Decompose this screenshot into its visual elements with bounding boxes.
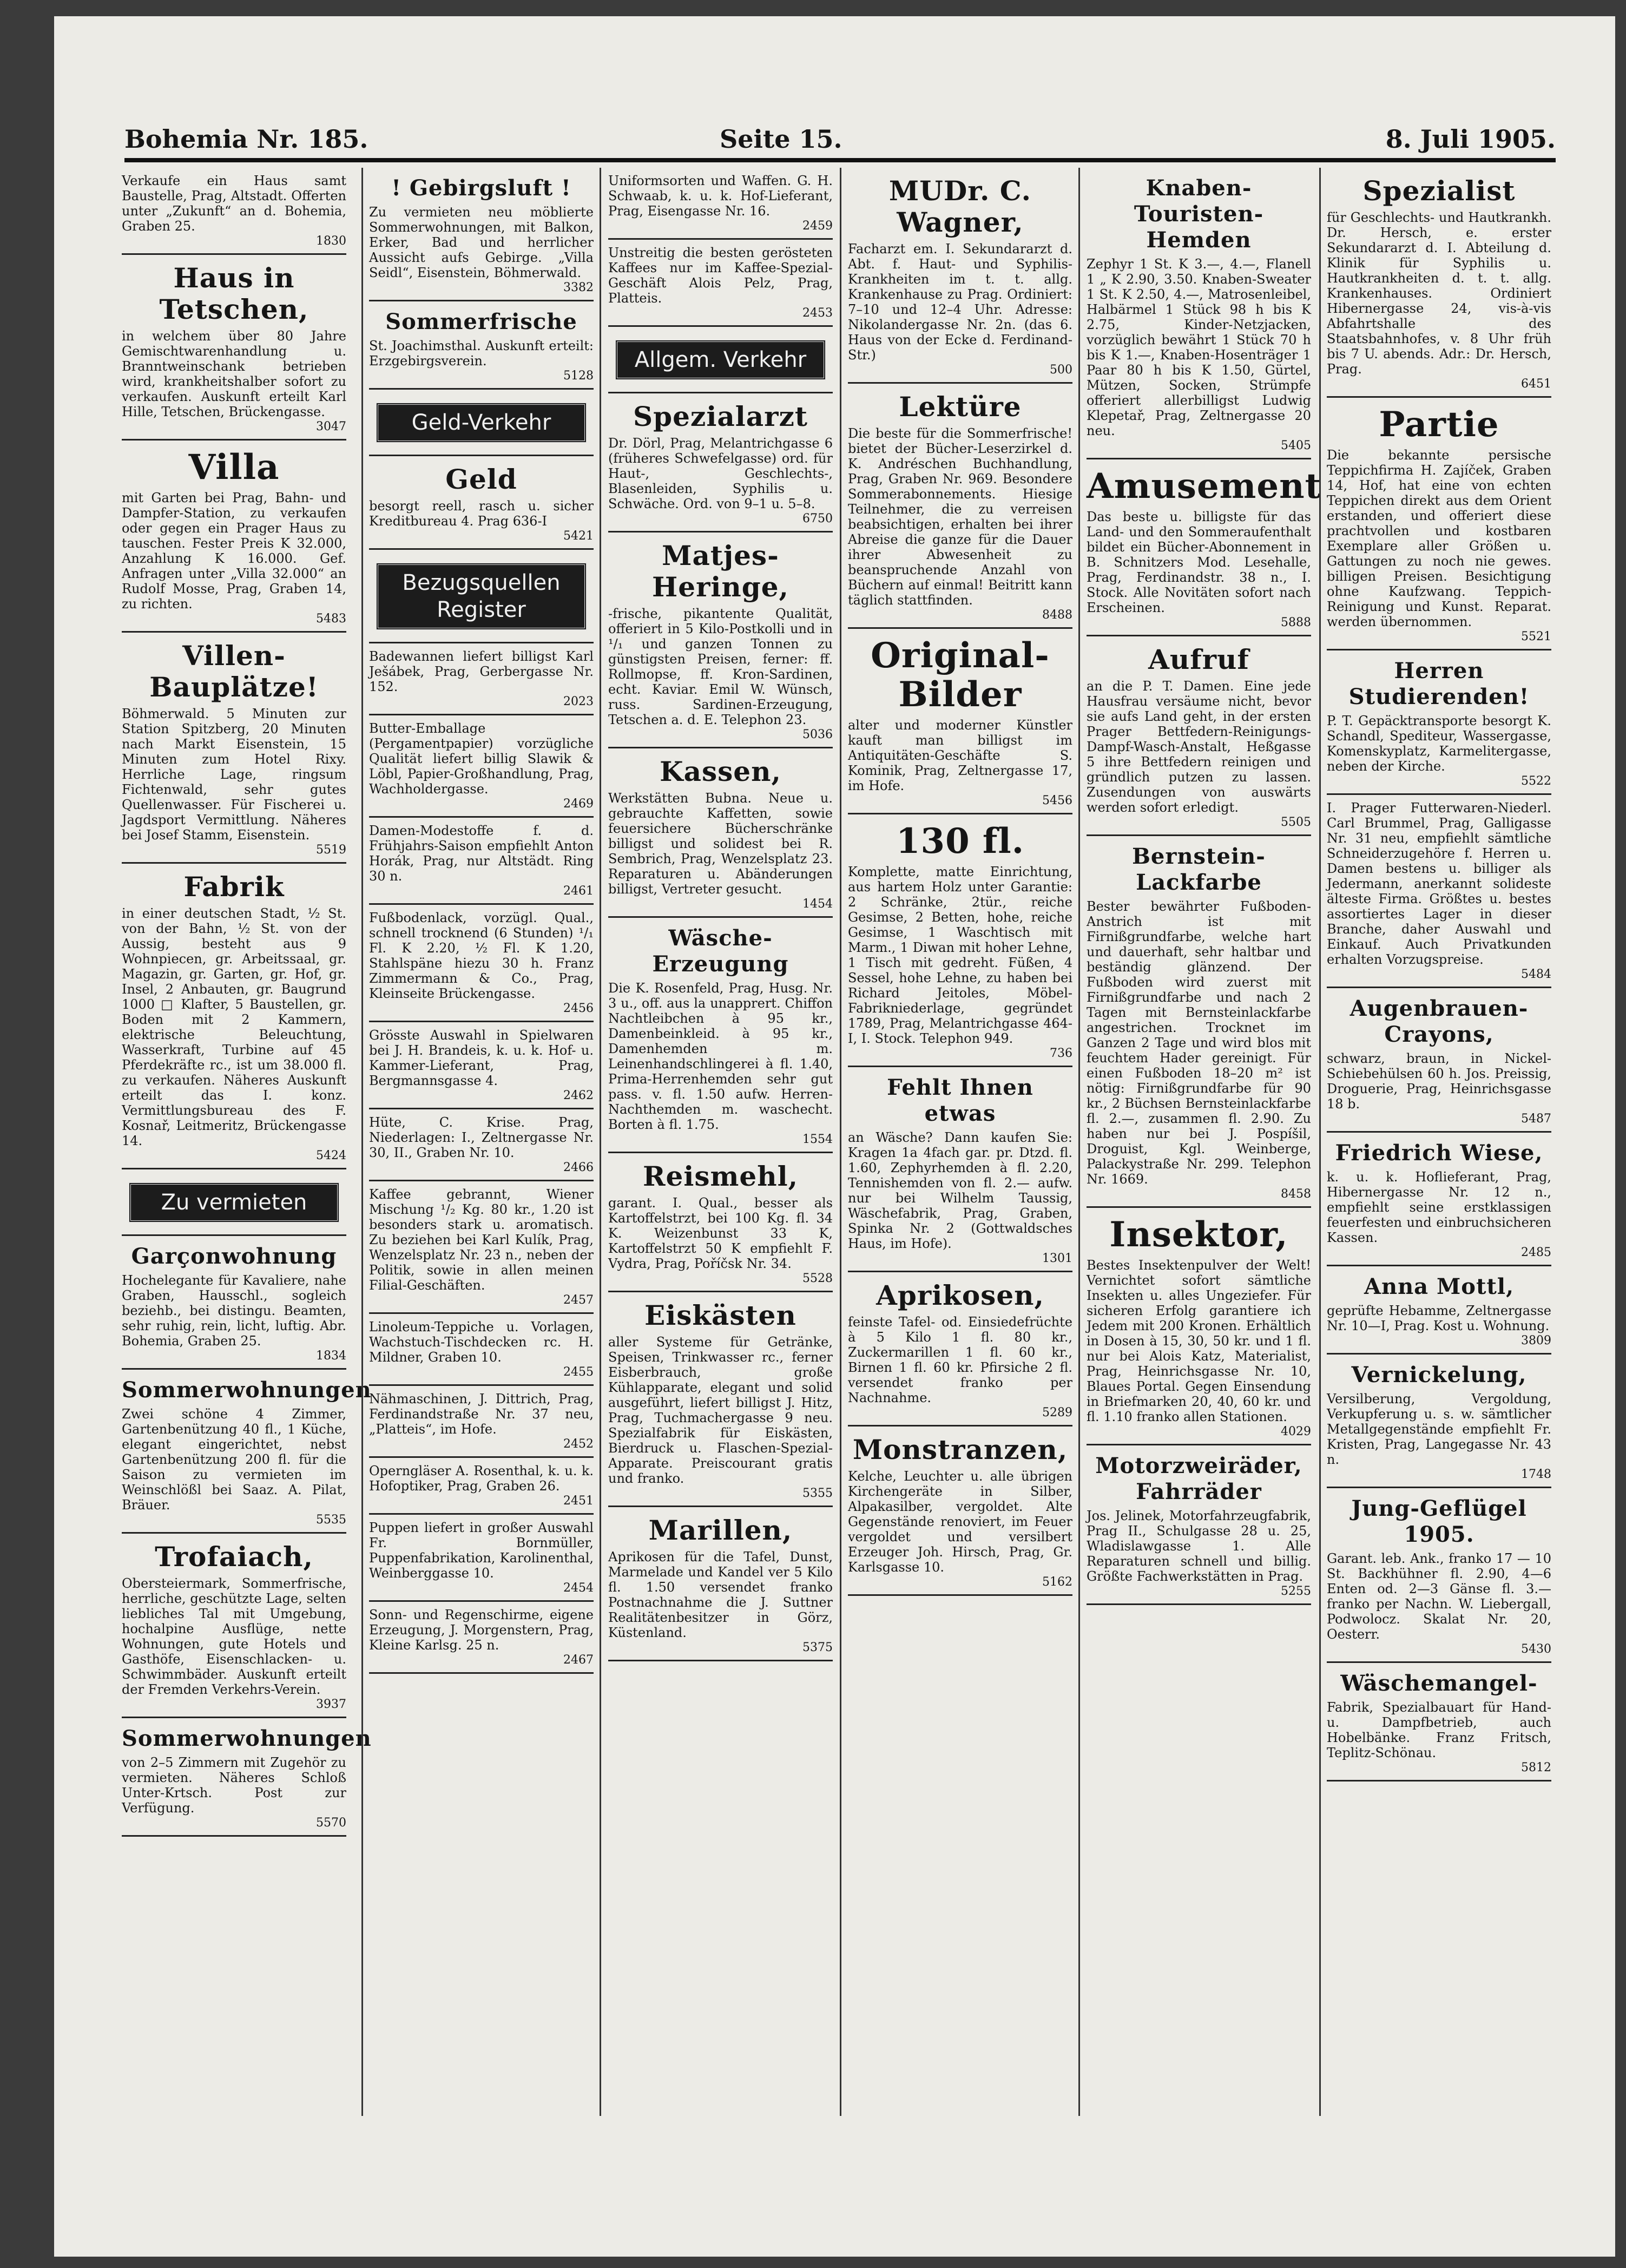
ad-number: 5570	[316, 1816, 346, 1830]
ad-headline: Monstranzen,	[852, 1434, 1068, 1465]
advertisement	[369, 643, 594, 715]
ad-headline: Anna Mottl,	[1364, 1274, 1515, 1299]
advertisement	[369, 1458, 594, 1515]
ad-number: 6750	[802, 512, 833, 525]
ad-body: Bestes Insektenpulver der Welt! Vernichtet sofort sämtliche Insekten u. alles Ungeziefer. Für sicheren Erfolg garantiere ich Jedem mit 200 Kronen. Erhältlich in Dosen à 15, 30, 50 kr. und 1 fl. nur bei Alois Katz, Materialist, Prag, Heinrichsgasse Nr. 10, Blaues Portal. Gegen Einsendung in Briefmarken 20, 40, 60 kr. und fl. 1.10 franko allen Stationen.	[1087, 1258, 1311, 1424]
ad-headline: Eiskästen	[644, 1299, 796, 1331]
ad-number: 5355	[802, 1487, 833, 1500]
ad-body: besorgt reell, rasch u. sicher Kreditbureau 4. Prag 636-I	[369, 498, 594, 529]
ad-column-5	[1087, 168, 1322, 2116]
ad-body: Zu vermieten neu möblierte Sommerwohnungen, mit Balkon, Erker, Bad und herrlicher Aussicht aufs Gebirge. „Villa Seidl“, Eisenstein, Böhmerwald.	[369, 205, 594, 280]
advertisement	[1327, 398, 1551, 650]
ad-number: 1748	[1521, 1468, 1551, 1481]
advertisement	[122, 864, 346, 1169]
ad-number: 5505	[1281, 816, 1311, 829]
ad-headline: Spezialarzt	[633, 400, 808, 432]
ad-headline: Sommerwohnungen	[122, 1377, 372, 1403]
ad-number: 5519	[316, 843, 346, 857]
ad-headline: Wäschemangel-	[1340, 1671, 1538, 1696]
advertisement	[1087, 836, 1311, 1208]
ad-body: Jos. Jelinek, Motorfahrzeugfabrik, Prag II., Schulgasse 28 u. 25, Wladislawgasse 1. Alle Reparaturen schnell und billig. Größte Fachwerkstätten in Prag.	[1087, 1508, 1311, 1584]
ad-body: -frische, pikantente Qualität, offeriert in 5 Kilo-Postkolli und in ¹/₁ und ganzen Tonnen zu günstigsten Preisen, ferner: ff. Rollmopse, ff. Kron-Sardinen, echt. Kaviar. Emil W. Wünsch, russ. Sardinen-Erzeugung, Tetschen a. d. E. Telephon 23.	[608, 606, 833, 727]
ad-number: 5483	[316, 612, 346, 626]
ad-body: für Geschlechts- und Hautkrankh. Dr. Hersch, e. erster Sekundararzt d. I. Abteilung d. Klinik für Syphilis u. Hautkrankheiten d. t. t. allg. Krankenhauses. Ordiniert Hibernergasse 24, vis-à-vis Abfahrtshalle des Staatsbahnhofes, v. 8 Uhr früh bis 7 U. abends. Adr.: Dr. Hersch, Prag.	[1327, 210, 1551, 377]
ad-number: 2455	[563, 1365, 594, 1379]
ad-number: 1830	[316, 234, 346, 248]
ad-number: 5255	[1281, 1585, 1311, 1598]
advertisement	[122, 255, 346, 441]
ad-body: Garant. leb. Ank., franko 17 — 10 St. Backhühner fl. 2.90, 4—6 Enten od. 2—3 Gänse fl. 3.— franko per Nachn. W. Liebergall, Podwolocz. Skalat Nr. 20, Oesterr.	[1327, 1551, 1551, 1642]
ad-body: Puppen liefert in großer Auswahl Fr. Bornmüller, Puppenfabrikation, Karolinenthal, Weinberggasse 10.	[369, 1520, 594, 1581]
ad-headline: Sommerwohnungen	[122, 1726, 372, 1751]
ad-body: Nähmaschinen, J. Dittrich, Prag, Ferdinandstraße Nr. 37 neu, „Platteis“, im Hofe.	[369, 1391, 594, 1437]
ad-headline: Friedrich Wiese,	[1335, 1140, 1543, 1166]
ad-body: an die P. T. Damen. Eine jede Hausfrau versäume nicht, bevor sie aufs Land geht, in der ersten Prager Bettfedern-Reinigungs-Dampf-Wasch-Anstalt, Heßgasse 5 ihre Bettfedern reinigen und gründlich putzen zu lassen. Zusendungen von auswärts werden sofort erledigt.	[1087, 679, 1311, 815]
advertisement	[369, 168, 594, 301]
advertisement	[369, 1386, 594, 1458]
ad-body: Operngläser A. Rosenthal, k. u. k. Hofoptiker, Prag, Graben 26.	[369, 1463, 594, 1494]
ad-headline: Fehlt Ihnen etwas	[887, 1075, 1033, 1126]
advertisement	[122, 441, 346, 633]
ad-body: Grösste Auswahl in Spielwaren bei J. H. Brandeis, k. u. k. Hof- u. Kammer-Lieferant, Prag, Bergmannsgasse 4.	[369, 1028, 594, 1088]
ad-number: 5128	[563, 369, 594, 383]
ad-body: in welchem über 80 Jahre Gemischtwarenhandlung u. Branntweinschank betrieben wird, krankheitshalber sofort zu verkaufen. Auskunft erteilt Karl Hille, Tetschen, Brückengasse.	[122, 328, 346, 419]
ad-headline: Motorzweiräder, Fahrräder	[1095, 1453, 1302, 1504]
advertisement	[122, 1236, 346, 1370]
column-divider	[600, 168, 601, 2116]
ad-headline: Knaben-Touristen-Hemden	[1134, 175, 1264, 253]
ad-body: schwarz, braun, in Nickel-Schiebehülsen 60 h. Jos. Preissig, Droguerie, Prag, Heinrichsgasse 18 b.	[1327, 1051, 1551, 1112]
ad-body: Böhmerwald. 5 Minuten zur Station Spitzberg, 20 Minuten nach Markt Eisenstein, 15 Minuten zum Hotel Rixy. Herrliche Lage, ringsum Fichtenwald, sehr gutes Quellenwasser. Für Fischerei u. Jagdsport Vermittlung. Näheres bei Josef Stamm, Eisenstein.	[122, 706, 346, 843]
ad-number: 5487	[1521, 1112, 1551, 1126]
ad-body: Die K. Rosenfeld, Prag, Husg. Nr. 3 u., off. aus la unapprert. Chiffon Nachtleibchen à 95 kr., Damenbeinkleid. à 95 kr., Damenhemden m. Leinenhandschlingerei à fl. 1.40, Prima-Herrenhemden sehr gut pass. v. fl. 1.50 aufw. Herren-Nachthemden m. waschecht. Borten à fl. 1.75.	[608, 981, 833, 1132]
advertisement	[848, 168, 1072, 384]
advertisement	[369, 301, 594, 390]
ad-body: Zwei schöne 4 Zimmer, Gartenbenützung 40 fl., 1 Küche, elegant eingerichtet, nebst Gartenbenützung 200 fl. für die Saison zu vermieten im Weinschlößl bei Saaz. A. Pilat, Bräuer.	[122, 1406, 346, 1513]
ad-body: Aprikosen für die Tafel, Dunst, Marmelade und Kandel ver 5 Kilo fl. 1.50 versendet franko Postnachnahme die J. Suttner Realitätenbesitzer in Görz, Küstenland.	[608, 1549, 833, 1640]
issue-date: 8. Juli 1905.	[1385, 124, 1556, 154]
page-number: Seite 15.	[720, 124, 842, 154]
ad-number: 5521	[1521, 630, 1551, 643]
advertisement	[848, 1272, 1072, 1426]
advertisement	[1327, 1663, 1551, 1781]
ad-body: Unstreitig die besten gerösteten Kaffees nur im Kaffee-Spezial-Geschäft Alois Pelz, Prag, Platteis.	[608, 245, 833, 306]
ad-number: 5405	[1281, 439, 1311, 452]
ad-headline: MUDr. C. Wagner,	[888, 175, 1032, 238]
advertisement	[1327, 795, 1551, 988]
ad-body: Versilberung, Vergoldung, Verkupferung u. s. w. sämtlicher Metallgegenstände empfiehlt Fr. Kristen, Prag, Langegasse Nr. 43 n.	[1327, 1391, 1551, 1467]
ad-headline: Garçonwohnung	[131, 1244, 337, 1269]
section-banner	[608, 327, 833, 393]
ad-body: Linoleum-Teppiche u. Vorlagen, Wachstuch-Tischdecken rc. H. Mildner, Graben 10.	[369, 1319, 594, 1365]
advertisement	[608, 533, 833, 748]
ad-number: 2469	[563, 797, 594, 811]
ad-number: 4029	[1281, 1425, 1311, 1438]
ad-number: 3809	[1521, 1334, 1551, 1347]
ad-number: 736	[1050, 1047, 1072, 1060]
ad-body: Kelche, Leuchter u. alle übrigen Kirchengeräte in Silber, Alpakasilber, vergoldet. Alte Gegenstände renoviert, im Feuer vergoldet und versilbert Erzeuger Joh. Hirsch, Prag, Gr. Karlsgasse 10.	[848, 1469, 1072, 1575]
section-title: Zu vermieten	[129, 1182, 340, 1222]
advertisement	[1327, 168, 1551, 398]
ad-body: Komplette, matte Einrichtung, aus hartem Holz unter Garantie: 2 Schränke, 2tür., reiche Gesimse, 2 Betten, hohe, reiche Gesimse, 1 Waschtisch mit Marm., 1 Diwan mit hoher Lehne, 1 Tisch mit gedreht. Füßen, 4 Sessel, hohe Lehne, zu haben bei Richard Jeitoles, Möbel-Fabrikniederlage, gegründet 1789, Prag, Melantrichgasse 464-I, I. Stock. Telephon 949.	[848, 864, 1072, 1046]
ad-body: von 2–5 Zimmern mit Zugehör zu vermieten. Näheres Schloß Unter-Krtsch. Post zur Verfügung.	[122, 1755, 346, 1816]
ad-number: 5375	[802, 1641, 833, 1654]
ad-body: Obersteiermark, Sommerfrische, herrliche, geschützte Lage, selten liebliches Tal mit Umgebung, hochalpine Ausflüge, nette Wohnungen, gute Hotels und Gasthöfe, Eisenschlacken- u. Schwimmbäder. Auskunft erteilt der Fremden Verkehrs-Verein.	[122, 1576, 346, 1697]
advertisement	[608, 1292, 833, 1507]
ad-body: alter und moderner Künstler kauft man billigst im Antiquitäten-Geschäfte S. Kominik, Prag, Zeltnergasse 17, im Hofe.	[848, 718, 1072, 793]
ad-number: 2452	[563, 1437, 594, 1451]
advertisement	[369, 1515, 594, 1602]
ad-headline: Geld	[445, 463, 517, 495]
ad-headline: Lektüre	[899, 391, 1022, 423]
advertisement	[848, 814, 1072, 1067]
section-title: Geld-Verkehr	[376, 403, 587, 443]
column-divider	[840, 168, 841, 2116]
ad-number: 3937	[316, 1698, 346, 1711]
advertisement	[1327, 1133, 1551, 1266]
ad-number: 5421	[563, 529, 594, 543]
ad-number: 2461	[563, 884, 594, 898]
advertisement	[122, 1718, 372, 1837]
ad-body: Badewannen liefert billigst Karl Ješábek, Prag, Gerbergasse Nr. 152.	[369, 649, 594, 694]
ad-headline: Matjes-Heringe,	[652, 540, 789, 603]
ad-number: 5812	[1521, 1761, 1551, 1774]
advertisement	[1327, 1266, 1551, 1355]
ad-body: feinste Tafel- od. Einsiedefrüchte à 5 Kilo 1 fl. 80 kr., Zuckermarillen 1 fl. 60 kr., Birnen 1 fl. 60 kr. Pfirsiche 2 fl. versendet franko per Nachnahme.	[848, 1314, 1072, 1405]
advertisement	[608, 918, 833, 1153]
ad-column-3	[608, 168, 833, 2116]
advertisement	[608, 168, 833, 240]
ad-headline: Spezialist	[1362, 175, 1516, 207]
advertisement	[369, 1314, 594, 1386]
ad-body: Kaffee gebrannt, Wiener Mischung ¹/₂ Kg. 80 kr., 1.20 ist besonders stark u. aromatisch. Zu beziehen bei Karl Kulík, Prag, Wenzelsplatz Nr. 23 n., neben der Politik, sowie in allen meinen Filial-Geschäften.	[369, 1187, 594, 1293]
ad-number: 6451	[1521, 377, 1551, 391]
ad-headline: Trofaiach,	[155, 1541, 313, 1573]
ad-body: Zephyr 1 St. K 3.—, 4.—, Flanell 1 „ K 2.90, 3.50. Knaben-Sweater 1 St. K 2.50, 4.—, Matrosenleibel, Halbärmel 1 Stück 98 h bis K 2.75, Kinder-Netzjacken, vorzüglich bewährt 1 Stück 70 h bis K 1.—, Knaben-Hosenträger 1 Paar 80 h bis K 1.50, Gürtel, Mützen, Socken, Strümpfe offeriert allerbilligst Ludwig Klepetař, Prag, Zeltnergasse 20 neu.	[1087, 257, 1311, 438]
ad-body: Dr. Dörl, Prag, Melantrichgasse 6 (früheres Schwefelgasse) ord. für Haut-, Geschlechts-, Blasenleiden, Syphilis u. Schwäche. Ord. von 9–1 u. 5–8.	[608, 436, 833, 511]
ad-number: 5036	[802, 728, 833, 741]
advertisement	[608, 748, 833, 918]
ad-number: 3382	[563, 281, 594, 294]
ad-number: 2467	[563, 1653, 594, 1667]
ad-body: Fabrik, Spezialbauart für Hand- u. Dampfbetrieb, auch Hobelbänke. Franz Fritsch, Teplitz-Schönau.	[1327, 1700, 1551, 1760]
ad-body: aller Systeme für Getränke, Speisen, Trinkwasser rc., ferner Eisberbrauch, große Kühlapparate, elegant und solid ausgeführt, liefert billigst J. Hitz, Prag, Tuchmachergasse 9 neu. Spezialfabrik für Eiskästen, Bierdruck u. Flaschen-Spezial-Apparate. Preiscourant gratis und franko.	[608, 1334, 833, 1486]
ad-body: Facharzt em. I. Sekundararzt d. Abt. f. Haut- und Syphilis-Krankheiten im t. t. allg. Krankenhause zu Prag. Ordiniert: 7–10 und 12–4 Uhr. Adresse: Nikolandergasse Nr. 2n. (das 6. Haus von der Ecke d. Ferdinand-Str.)	[848, 241, 1072, 363]
ad-body: Hüte, C. Krise. Prag, Niederlagen: I., Zeltnergasse Nr. 30, II., Graben Nr. 10.	[369, 1115, 594, 1160]
ad-body: an Wäsche? Dann kaufen Sie: Kragen 1a 4fach gar. pr. Dtzd. fl. 1.60, Zephyrhemden à fl. 2.20, Tennishemden von fl. 2.— aufw. nur bei Wilhelm Taussig, Wäschefabrik, Prag, Graben, Spinka Nr. 2 (Gottwaldsches Haus, im Hofe).	[848, 1130, 1072, 1251]
section-banner	[369, 550, 594, 643]
ad-number: 5162	[1042, 1575, 1072, 1589]
ad-body: Damen-Modestoffe f. d. Frühjahrs-Saison empfiehlt Anton Horák, Prag, nur Altstädt. Ring 30 n.	[369, 823, 594, 884]
newspaper-page	[54, 16, 1615, 2257]
ad-headline: Augenbrauen-Crayons,	[1349, 996, 1529, 1047]
ad-number: 3047	[316, 420, 346, 433]
ad-number: 5888	[1281, 616, 1311, 629]
ad-number: 2462	[563, 1089, 594, 1102]
ad-number: 2459	[802, 219, 833, 233]
ad-headline: Villa	[188, 447, 280, 488]
ad-body: Sonn- und Regenschirme, eigene Erzeugung, J. Morgenstern, Prag, Kleine Karlsg. 25 n.	[369, 1607, 594, 1653]
ad-number: 2453	[802, 306, 833, 320]
ad-body: P. T. Gepäcktransporte besorgt K. Schandl, Spediteur, Wassergasse, Komenskyplatz, Karmelitergasse, neben der Kirche.	[1327, 713, 1551, 774]
ad-body: garant. I. Qual., besser als Kartoffelstrzt, bei 100 Kg. fl. 34 K. Weizenbunst 33 K, Kartoffelstrzt 50 K empfiehlt F. Vydra, Prag, Poříčsk Nr. 34.	[608, 1195, 833, 1271]
ad-number: 8488	[1042, 608, 1072, 622]
ad-number: 2485	[1521, 1246, 1551, 1259]
ad-number: 1554	[802, 1133, 833, 1146]
advertisement	[369, 818, 594, 905]
ad-headline: Villen-Bauplätze!	[149, 640, 319, 703]
ad-headline: Haus in Tetschen,	[159, 262, 309, 325]
ad-headline: Bernstein-Lackfarbe	[1132, 844, 1266, 895]
ad-number: 5456	[1042, 794, 1072, 807]
ad-number: 500	[1050, 363, 1072, 377]
ad-number: 2023	[563, 695, 594, 708]
ad-number: 1834	[316, 1349, 346, 1363]
ad-number: 5528	[802, 1272, 833, 1285]
advertisement	[122, 168, 346, 255]
advertisement	[122, 633, 346, 864]
ad-column-6	[1327, 168, 1551, 2116]
advertisement	[122, 1370, 372, 1534]
advertisement	[1087, 636, 1311, 836]
ad-number: 5289	[1042, 1406, 1072, 1419]
advertisement	[369, 1181, 594, 1314]
ad-body: Werkstätten Bubna. Neue u. gebrauchte Kaffetten, sowie feuersichere Bücherschränke billigst und solidest bei R. Sembrich, Prag, Wenzelsplatz 23. Reparaturen u. Abänderungen billigst, Vertreter gesucht.	[608, 791, 833, 897]
ad-body: mit Garten bei Prag, Bahn- und Dampfer-Station, zu verkaufen oder gegen ein Prager Haus zu tauschen. Fester Preis K 32.000, Anzahlung K 16.000. Gef. Anfragen unter „Villa 32.000“ an Rudolf Mosse, Prag, Graben 14, zu richten.	[122, 490, 346, 612]
advertisement	[369, 1022, 594, 1109]
ad-number: 5484	[1521, 968, 1551, 981]
column-divider	[361, 168, 363, 2116]
ad-headline: Kassen,	[660, 755, 781, 787]
ad-body: Verkaufe ein Haus samt Baustelle, Prag, Altstadt. Offerten unter „Zukunft“ an d. Bohemia, Graben 25.	[122, 173, 346, 234]
advertisement	[848, 629, 1072, 814]
ad-number: 2456	[563, 1002, 594, 1015]
ad-headline: Jung-Geflügel 1905.	[1351, 1496, 1527, 1547]
advertisement	[1087, 168, 1311, 459]
advertisement	[608, 1153, 833, 1292]
ad-body: in einer deutschen Stadt, ½ St. von der Bahn, ½ St. von der Aussig, besteht aus 9 Wohnpiecen, gr. Arbeitssaal, gr. Magazin, gr. Garten, gr. Hof, gr. Insel, 2 Anbauten, gr. Baugrund 1000 □ Klafter, 5 Baustellen, gr. Boden mit 2 Kammern, elektrische Beleuchtung, Wasserkraft, Turbine auf 45 Pferdekräfte rc., ist um 38.000 fl. zu verkaufen. Näheres Auskunft erteilt das I. konz. Vermittlungsbureau des F. Kosnař, Leitmeritz, Brückengasse 14.	[122, 906, 346, 1148]
ad-number: 2451	[563, 1494, 594, 1508]
section-banner	[122, 1169, 346, 1236]
header-rule	[124, 158, 1556, 162]
ad-number: 5424	[316, 1149, 346, 1162]
ad-headline: Amusement	[1087, 466, 1322, 507]
ad-body: k. u. k. Hoflieferant, Prag, Hibernergasse Nr. 12 n., empfiehlt seine erstklassigen feuerfesten und einbruchsicheren Kassen.	[1327, 1169, 1551, 1245]
advertisement	[1327, 650, 1551, 795]
ad-column-4	[848, 168, 1072, 2116]
section-title: Allgem. Verkehr	[615, 340, 826, 380]
ad-headline: Insektor,	[1109, 1214, 1288, 1255]
ad-number: 1301	[1042, 1252, 1072, 1265]
ad-headline: Sommerfrische	[385, 309, 577, 334]
ad-headline: Reismehl,	[643, 1160, 798, 1192]
ad-column-1	[122, 168, 372, 2116]
page-header	[124, 124, 1556, 159]
ad-body: Hochelegante für Kavaliere, nahe Graben, Hausschl., sogleich beziehb., bei distingu. Beamten, sehr ruhig, rein, licht, luftig. Abr. Bohemia, Graben 25.	[122, 1273, 346, 1349]
ad-body: St. Joachimsthal. Auskunft erteilt: Erzgebirgsverein.	[369, 338, 594, 369]
advertisement	[848, 1067, 1072, 1272]
ad-headline: Aprikosen,	[876, 1279, 1044, 1311]
section-title: Bezugsquellen Register	[376, 563, 587, 630]
ad-number: 2454	[563, 1581, 594, 1595]
ad-headline: Fabrik	[183, 871, 285, 903]
ad-number: 5522	[1521, 774, 1551, 788]
ad-headline: Vernickelung,	[1351, 1362, 1527, 1388]
ad-headline: Original-Bilder	[871, 635, 1050, 715]
ad-body: geprüfte Hebamme, Zeltnergasse Nr. 10—I, Prag. Kost u. Wohnung.	[1327, 1303, 1551, 1333]
ad-headline: Aufruf	[1148, 643, 1249, 675]
advertisement	[369, 1109, 594, 1181]
advertisement	[848, 1426, 1072, 1596]
ad-body: Die bekannte persische Teppichfirma H. Zajíček, Graben 14, Hof, hat eine von echten Teppichen direkt aus dem Orient erstanden, und offeriert diese prachtvollen und kostbaren Exemplare aller Größen u. Gattungen zu noch nie gewes. billigen Preisen. Besichtigung ohne Kaufzwang. Teppich-Reinigung und Kunst. Reparat. werden übernommen.	[1327, 448, 1551, 629]
ad-number: 1454	[802, 897, 833, 911]
ad-number: 2466	[563, 1161, 594, 1174]
advertisement	[1087, 1208, 1311, 1445]
advertisement	[1087, 1445, 1311, 1605]
ad-body: Das beste u. billigste für das Land- und den Sommeraufenthalt bildet ein Bücher-Abonnement in B. Schnitzers Mod. Lesehalle, Prag, Ferdinandstr. 38 n., I. Stock. Alle Novitäten sofort nach Erscheinen.	[1087, 509, 1311, 615]
ad-body: Fußbodenlack, vorzügl. Qual., schnell trocknend (6 Stunden) ¹/₁ Fl. K 2.20, ½ Fl. K 1.20, Stahlspäne hiezu 30 h. Franz Zimmermann & Co., Prag, Kleinseite Brückengasse.	[369, 910, 594, 1001]
column-divider	[1078, 168, 1080, 2116]
ad-body: Bester bewährter Fußboden-Anstrich ist mit Firnißgrundfarbe, welche hart und dauerhaft, sehr haltbar und beständig glänzend. Der Fußboden wird zuerst mit Firnißgrundfarbe und nach 2 Tagen mit Bernsteinlackfarbe angestrichen. Trocknet im Ganzen 2 Tage und wird blos mit feuchtem Hader gereinigt. Für einen Fußboden 18–20 m² ist nötig: Firnißgrundfarbe für 90 kr., 2 Büchsen Bernsteinlackfarbe fl. 2.—, zusammen fl. 2.90. Zu haben nur bei J. Pospíšil, Droguist, Kgl. Weinberge, Palackystraße Nr. 299. Telephon Nr. 1669.	[1087, 899, 1311, 1187]
ad-number: 5535	[316, 1513, 346, 1527]
ad-body: I. Prager Futterwaren-Niederl. Carl Brummel, Prag, Galligasse Nr. 31 neu, empfiehlt sämtliche Schneiderzugehöre f. Herren u. Damen bestens u. billiger als Jedermann, anerkannt solideste älteste Firma. Größtes u. bestes assortiertes Lager in dieser Branche, daher Auswahl und Einkauf. Auch Privatkunden erhalten Vorzugspreise.	[1327, 800, 1551, 967]
column-divider	[1319, 168, 1321, 2116]
ad-headline: Marillen,	[648, 1514, 793, 1546]
advertisement	[369, 456, 594, 550]
advertisement	[369, 905, 594, 1022]
ad-headline: Wäsche-Erzeugung	[652, 925, 789, 977]
advertisement	[1327, 1488, 1551, 1663]
issue-number: Bohemia Nr. 185.	[124, 124, 368, 154]
ad-number: 8458	[1281, 1187, 1311, 1201]
advertisement	[1327, 1355, 1551, 1488]
advertisement	[1087, 459, 1322, 636]
advertisement	[1327, 988, 1551, 1133]
advertisement	[369, 715, 594, 818]
ad-headline: Partie	[1379, 404, 1499, 445]
ad-number: 5430	[1521, 1642, 1551, 1656]
ad-body: Uniformsorten und Waffen. G. H. Schwaab, k. u. k. Hof-Lieferant, Prag, Eisengasse Nr. 16.	[608, 173, 833, 219]
section-banner	[369, 390, 594, 456]
advertisement	[608, 393, 833, 533]
advertisement	[369, 1602, 594, 1674]
ad-headline: Herren Studierenden!	[1348, 658, 1530, 709]
advertisement	[122, 1534, 346, 1718]
ad-body: Die beste für die Sommerfrische! bietet der Bücher-Leserzirkel d. K. Andréschen Buchhandlung, Prag, Graben Nr. 969. Besondere Sommerabonnements. Hiesige Teilnehmer, die zu verreisen beabsichtigen, erhalten bei ihrer Abreise die ganze für die Dauer ihrer Abwesenheit zu beanspruchende Anzahl von Büchern auf einmal! Beitritt kann täglich stattfinden.	[848, 426, 1072, 608]
ad-number: 2457	[563, 1293, 594, 1307]
ad-body: Butter-Emballage (Pergamentpapier) vorzügliche Qualität liefert billig Slawik & Löbl, Papier-Großhandlung, Prag, Wachholdergasse.	[369, 721, 594, 797]
advertisement	[608, 1507, 833, 1661]
advertisement	[608, 240, 833, 327]
ad-headline: ! Gebirgsluft !	[391, 175, 571, 201]
ad-headline: 130 fl.	[896, 821, 1024, 862]
advertisement	[848, 384, 1072, 629]
ad-column-2	[369, 168, 594, 2116]
